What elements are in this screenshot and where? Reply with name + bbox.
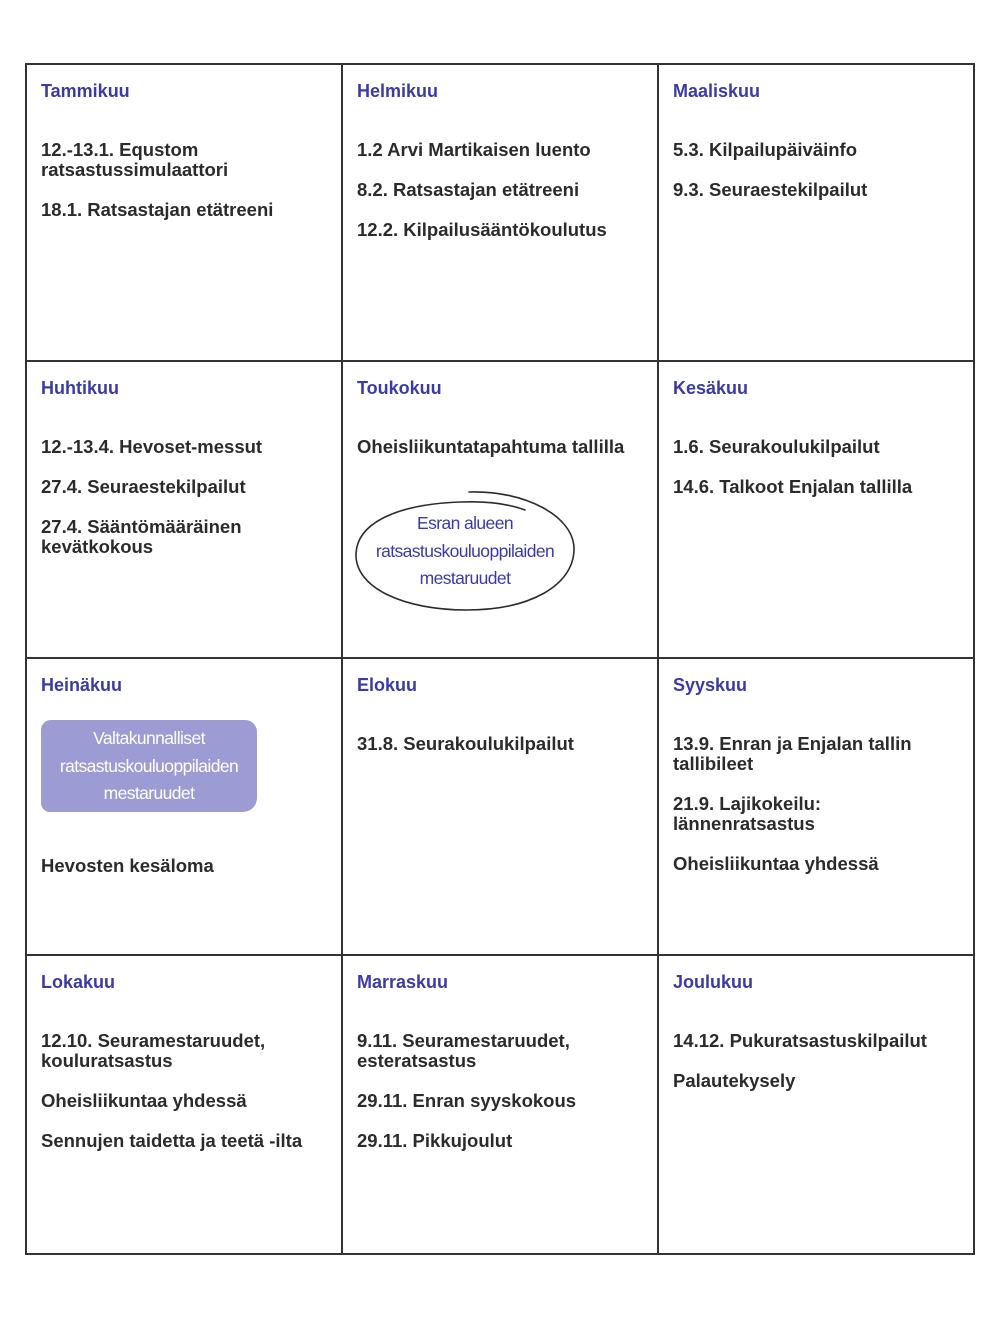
- event-list: [673, 1031, 963, 1091]
- event-item: 14.12. Pukuratsastuskilpailut: [673, 1030, 927, 1051]
- event-list: [357, 140, 647, 240]
- event-list: [357, 1031, 647, 1151]
- event-item: 13.9. Enran ja Enjalan tallin tallibileet: [673, 733, 912, 774]
- month-title: Maaliskuu: [673, 81, 761, 101]
- month-cell-syyskuu: [659, 659, 973, 956]
- month-cell-heinakuu: [27, 659, 343, 956]
- event-item: 21.9. Lajikokeilu: lännenratsastus: [673, 793, 822, 834]
- event-item: 1.2 Arvi Martikaisen luento: [357, 139, 591, 160]
- event-item: 12.-13.4. Hevoset-messut: [41, 436, 263, 457]
- event-list: [673, 734, 963, 874]
- event-item: 9.3. Seuraestekilpailut: [673, 179, 868, 200]
- month-title: Heinäkuu: [41, 675, 123, 695]
- event-item: Oheisliikuntaa yhdessä: [41, 1090, 247, 1111]
- event-item: 27.4. Sääntömääräinen kevätkokous: [41, 516, 242, 557]
- event-list: [673, 437, 963, 497]
- note-line: ratsastuskouluoppilaiden: [59, 755, 239, 776]
- event-item: Palautekysely: [673, 1070, 796, 1091]
- sticker-note: [41, 720, 257, 812]
- month-title: Marraskuu: [357, 972, 449, 992]
- month-title: Syyskuu: [673, 675, 748, 695]
- month-cell-huhtikuu: [27, 362, 343, 659]
- event-item: 8.2. Ratsastajan etätreeni: [357, 179, 580, 200]
- month-cell-joulukuu: [659, 956, 973, 1253]
- event-item: Hevosten kesäloma: [41, 855, 214, 876]
- circled-note: [349, 486, 579, 614]
- note-line: mestaruudet: [419, 568, 511, 588]
- circled-note-text: [349, 510, 581, 593]
- month-title: Toukokuu: [357, 378, 442, 398]
- event-item: 31.8. Seurakoulukilpailut: [357, 733, 574, 754]
- note-line: mestaruudet: [103, 783, 195, 803]
- month-title: Huhtikuu: [41, 378, 119, 398]
- event-item: 12.10. Seuramestaruudet, kouluratsastus: [41, 1030, 266, 1071]
- month-cell-lokakuu: [27, 956, 343, 1253]
- month-cell-maaliskuu: [659, 65, 973, 362]
- event-list: [41, 437, 331, 557]
- month-cell-helmikuu: [343, 65, 659, 362]
- event-list: [673, 140, 963, 200]
- month-cell-elokuu: [343, 659, 659, 956]
- event-item: 12.-13.1. Equstom ratsastussimulaattori: [41, 139, 229, 180]
- month-title: Helmikuu: [357, 81, 439, 101]
- month-title: Tammikuu: [41, 81, 130, 101]
- event-item: 1.6. Seurakoulukilpailut: [673, 436, 880, 457]
- month-title: Kesäkuu: [673, 378, 749, 398]
- event-item: 29.11. Pikkujoulut: [357, 1130, 513, 1151]
- event-list: [41, 1031, 331, 1151]
- event-item: 9.11. Seuramestaruudet, esteratsastus: [357, 1030, 570, 1071]
- event-item: Sennujen taidetta ja teetä -ilta: [41, 1130, 303, 1151]
- month-title: Joulukuu: [673, 972, 753, 992]
- event-item: 14.6. Talkoot Enjalan tallilla: [673, 476, 913, 497]
- event-item: 18.1. Ratsastajan etätreeni: [41, 199, 274, 220]
- event-item: 5.3. Kilpailupäiväinfo: [673, 139, 858, 160]
- event-item: 29.11. Enran syyskokous: [357, 1090, 577, 1111]
- event-item: 12.2. Kilpailusääntökoulutus: [357, 219, 607, 240]
- note-line: Valtakunnalliset: [93, 728, 205, 748]
- event-list: [357, 437, 647, 457]
- month-cell-marraskuu: [343, 956, 659, 1253]
- month-cell-kesakuu: [659, 362, 973, 659]
- event-list: [41, 140, 331, 220]
- year-calendar-grid: [25, 63, 975, 1255]
- event-item: Oheisliikuntaa yhdessä: [673, 853, 879, 874]
- note-line: ratsastuskouluoppilaiden: [375, 540, 555, 561]
- month-cell-tammikuu: [27, 65, 343, 362]
- event-item: Oheisliikuntatapahtuma tallilla: [357, 436, 625, 457]
- month-title: Elokuu: [357, 675, 418, 695]
- event-item: 27.4. Seuraestekilpailut: [41, 476, 246, 497]
- event-list: [357, 734, 647, 754]
- month-title: Lokakuu: [41, 972, 116, 992]
- month-cell-toukokuu: [343, 362, 659, 659]
- note-line: Esran alueen: [417, 513, 513, 533]
